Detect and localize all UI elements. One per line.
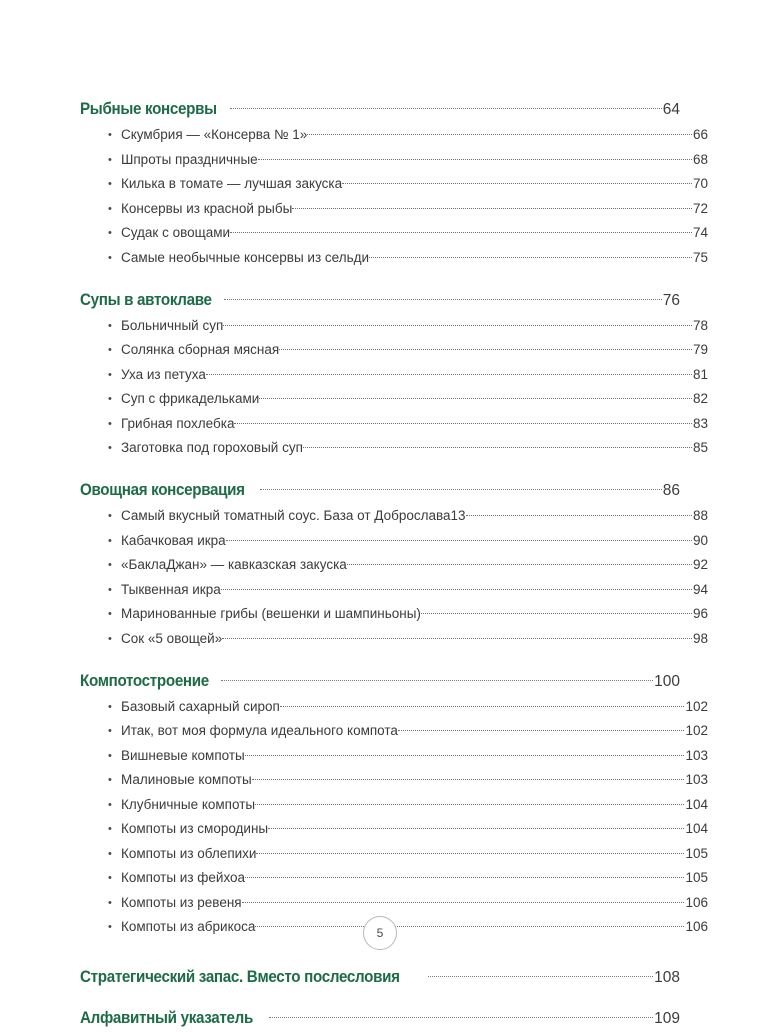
bullet-icon: • (108, 921, 112, 933)
toc-entry[interactable] (80, 768, 708, 791)
toc-entry-label: Компоты из облепихи (121, 845, 257, 861)
toc-entry[interactable] (80, 553, 708, 576)
toc-entry-page-number: 92 (692, 557, 708, 572)
toc-entry-label: Малиновые компоты (121, 772, 252, 787)
toc-entry-page-number: 98 (692, 630, 708, 646)
toc-entry-page-number: 104 (685, 821, 708, 836)
page-number-badge: 5 (363, 916, 397, 950)
bullet-icon: • (108, 823, 112, 835)
toc-entry[interactable] (80, 387, 708, 410)
bullet-icon: • (108, 749, 112, 762)
bullet-icon: • (108, 725, 112, 737)
dot-leader (421, 602, 692, 618)
toc-section-page-number: 108 (654, 969, 680, 986)
toc-entry-label: Компоты из смородины (121, 821, 269, 836)
bullet-icon: • (108, 251, 112, 264)
dot-leader (245, 744, 685, 760)
toc-section-title: Супы в автоклаве (80, 290, 212, 309)
toc-entry-page-number: 104 (685, 796, 708, 812)
toc-section-heading[interactable] (80, 1005, 680, 1030)
bullet-icon: • (108, 368, 112, 381)
toc-entry[interactable] (80, 123, 708, 146)
toc-entry-label: Больничный суп (121, 317, 224, 333)
toc-entry-page-number: 81 (692, 366, 708, 382)
toc-entry-page-number: 105 (685, 845, 708, 861)
bullet-icon: • (108, 417, 112, 430)
dot-leader (245, 866, 684, 882)
toc-entry-list (80, 695, 708, 939)
toc-entry-label: Судак с овощами (121, 225, 231, 240)
toc-section (80, 964, 680, 989)
toc-section (80, 477, 708, 650)
toc-section (80, 96, 708, 269)
dot-leader (221, 578, 692, 594)
toc-entry-page-number: 82 (692, 391, 708, 406)
dot-leader (342, 172, 692, 188)
toc-section-page-number: 64 (662, 101, 680, 118)
toc-entry[interactable] (80, 412, 708, 435)
toc-section-page-number: 86 (662, 482, 680, 499)
toc-entry-label: Грибная похлебка (121, 415, 235, 431)
toc-entry-page-number: 66 (692, 127, 708, 142)
toc-entry-page-number: 103 (685, 747, 708, 763)
dot-leader (466, 504, 692, 520)
toc-entry[interactable] (80, 246, 708, 269)
bullet-icon: • (108, 632, 112, 645)
dot-leader (258, 148, 692, 164)
toc-entry-list (80, 123, 708, 269)
bullet-icon: • (108, 344, 112, 356)
toc-entry-page-number: 102 (685, 698, 708, 714)
toc-section-title: Компотостроение (80, 671, 209, 690)
dot-leader (428, 964, 653, 982)
toc-entry[interactable] (80, 602, 708, 625)
toc-section-heading[interactable] (80, 964, 680, 989)
toc-entry[interactable] (80, 891, 708, 914)
toc-entry[interactable] (80, 504, 708, 527)
bullet-icon: • (108, 442, 112, 454)
toc-entry-label: Компоты из ревеня (121, 894, 242, 910)
bullet-icon: • (108, 774, 112, 786)
toc-entry-label: Компоты из абрикоса (121, 919, 256, 934)
toc-entry-label: Килька в томате — лучшая закуска (121, 176, 343, 191)
toc-section-heading[interactable] (80, 96, 680, 121)
toc-entry-label: Суп с фрикадельками (121, 391, 260, 406)
bullet-icon: • (108, 393, 112, 405)
toc-entry-page-number: 74 (692, 225, 708, 240)
bullet-icon: • (108, 510, 112, 522)
toc-entry[interactable] (80, 578, 708, 601)
toc-entry[interactable] (80, 719, 708, 742)
dot-leader (347, 553, 692, 569)
toc-entry-page-number: 85 (692, 440, 708, 455)
toc-entry[interactable] (80, 338, 708, 361)
toc-entry[interactable] (80, 817, 708, 840)
toc-entry-label: Солянка сборная мясная (121, 342, 280, 357)
toc-section-title: Алфавитный указатель (80, 1009, 253, 1027)
toc-entry-page-number: 103 (685, 772, 708, 787)
toc-entry-label: Самый вкусный томатный соус. База от Доброслава13 (121, 508, 466, 523)
toc-entry-label: Итак, вот моя формула идеального компота (121, 723, 398, 738)
bullet-icon: • (108, 798, 112, 811)
toc-entry[interactable] (80, 197, 708, 220)
toc-entry-page-number: 102 (685, 723, 708, 738)
toc-section (80, 1005, 680, 1030)
toc-entry-label: Кабачковая икра (121, 532, 226, 548)
toc-section (80, 668, 708, 939)
dot-leader (230, 221, 692, 237)
bullet-icon: • (108, 872, 112, 884)
dot-leader (222, 627, 692, 643)
toc-section-heading[interactable] (80, 287, 680, 312)
bullet-icon: • (108, 583, 112, 596)
dot-leader (223, 314, 692, 330)
toc-entry-page-number: 94 (692, 581, 708, 597)
bullet-icon: • (108, 700, 112, 713)
toc-entry-label: Уха из петуха (121, 366, 206, 382)
dot-leader (292, 197, 692, 213)
bullet-icon: • (108, 227, 112, 239)
toc-entry-label: Консервы из красной рыбы (121, 200, 293, 216)
dot-leader (307, 123, 692, 139)
dot-leader (268, 817, 684, 833)
toc-entry[interactable] (80, 221, 708, 244)
dot-leader (398, 719, 685, 735)
bullet-icon: • (108, 559, 112, 571)
dot-leader (252, 768, 685, 784)
toc-entry-page-number: 79 (692, 342, 708, 357)
bullet-icon: • (108, 608, 112, 620)
toc-entry-label: «БаклаДжан» — кавказская закуска (121, 557, 347, 572)
toc-entry-label: Шпроты праздничные (121, 151, 258, 167)
dot-leader (221, 668, 653, 686)
toc-entry-list (80, 504, 708, 650)
toc-entry[interactable] (80, 436, 708, 459)
dot-leader (279, 338, 692, 354)
toc-entry-list (80, 314, 708, 460)
toc-entry-page-number: 106 (685, 919, 708, 934)
toc-section-heading[interactable] (80, 668, 680, 693)
toc-entry[interactable] (80, 148, 708, 171)
toc-entry[interactable] (80, 842, 708, 865)
dot-leader (259, 387, 692, 403)
toc-entry-page-number: 88 (692, 508, 708, 523)
toc-entry-page-number: 106 (685, 894, 708, 910)
toc-entry[interactable] (80, 627, 708, 650)
toc-section-title: Стратегический запас. Вместо послесловия (80, 968, 400, 986)
toc-entry[interactable] (80, 363, 708, 386)
dot-leader (224, 287, 662, 305)
toc-section-title: Овощная консервация (80, 481, 245, 499)
table-of-contents (80, 96, 708, 1032)
toc-entry-page-number: 83 (692, 415, 708, 431)
toc-entry-page-number: 78 (692, 317, 708, 333)
dot-leader (226, 529, 692, 545)
bullet-icon: • (108, 896, 112, 909)
bullet-icon: • (108, 319, 112, 332)
toc-entry-label: Тыквенная икра (121, 581, 221, 597)
dot-leader (303, 436, 692, 452)
dot-leader (206, 363, 692, 379)
toc-entry-page-number: 75 (692, 249, 708, 265)
toc-entry-label: Скумбрия — «Консерва № 1» (121, 127, 308, 142)
toc-entry-label: Сок «5 овощей» (121, 630, 223, 646)
bullet-icon: • (108, 129, 112, 141)
toc-entry-label: Базовый сахарный сироп (121, 698, 280, 714)
dot-leader (234, 412, 692, 428)
toc-section (80, 287, 708, 460)
toc-entry[interactable] (80, 695, 708, 718)
bullet-icon: • (108, 847, 112, 860)
toc-entry-page-number: 72 (692, 200, 708, 216)
toc-entry[interactable] (80, 793, 708, 816)
dot-leader (260, 477, 662, 495)
toc-entry-label: Маринованные грибы (вешенки и шампиньоны) (121, 606, 421, 621)
toc-entry[interactable] (80, 744, 708, 767)
toc-entry-label: Компоты из фейхоа (121, 870, 246, 885)
dot-leader (280, 695, 685, 711)
dot-leader (269, 1005, 653, 1023)
toc-entry-page-number: 96 (692, 606, 708, 621)
page-footer (0, 916, 760, 950)
toc-entry-page-number: 68 (692, 151, 708, 167)
dot-leader (230, 96, 662, 114)
dot-leader (369, 246, 692, 262)
toc-entry-label: Самые необычные консервы из сельди (121, 249, 370, 265)
toc-entry[interactable] (80, 866, 708, 889)
toc-entry-page-number: 90 (692, 532, 708, 548)
toc-section-page-number: 76 (662, 291, 680, 309)
toc-entry[interactable] (80, 172, 708, 195)
toc-section-page-number: 100 (654, 672, 680, 690)
dot-leader (242, 891, 685, 907)
toc-entry-page-number: 70 (692, 176, 708, 191)
toc-entry[interactable] (80, 314, 708, 337)
bullet-icon: • (108, 153, 112, 166)
toc-section-title: Рыбные консервы (80, 100, 217, 118)
bullet-icon: • (108, 202, 112, 215)
toc-entry-label: Клубничные компоты (121, 796, 256, 812)
bullet-icon: • (108, 178, 112, 190)
toc-entry-label: Заготовка под гороховый суп (121, 440, 303, 455)
toc-entry[interactable] (80, 529, 708, 552)
bullet-icon: • (108, 534, 112, 547)
toc-entry-page-number: 105 (685, 870, 708, 885)
toc-section-heading[interactable] (80, 477, 680, 502)
dot-leader (256, 842, 684, 858)
toc-entry-label: Вишневые компоты (121, 747, 245, 763)
toc-section-page-number: 109 (654, 1010, 680, 1027)
dot-leader (255, 793, 684, 809)
